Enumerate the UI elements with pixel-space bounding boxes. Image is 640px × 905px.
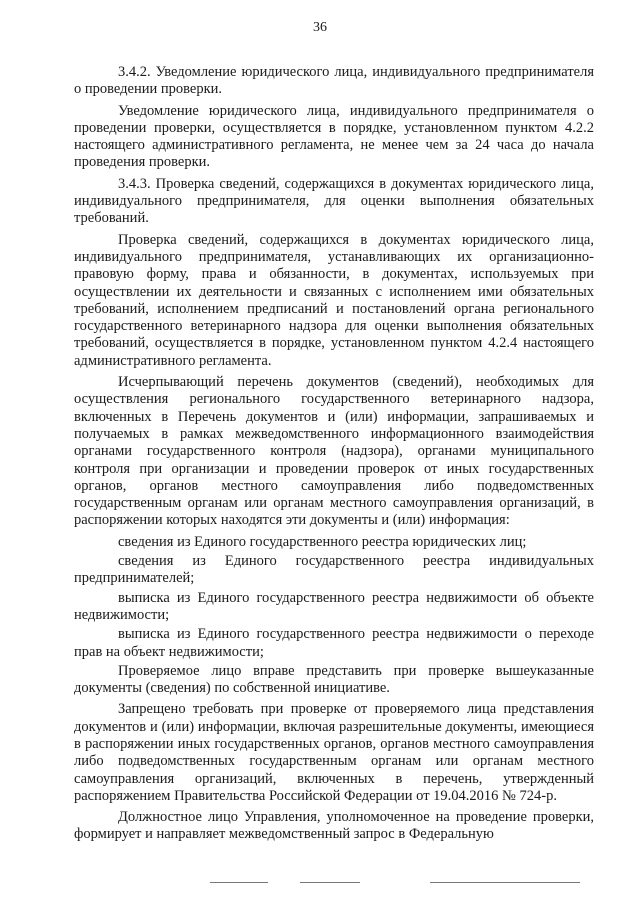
page-number: 36 xyxy=(313,20,327,35)
list-item-egrn-transfer: выписка из Единого государственного реестра недвижимости о переходе прав на объект недвижимости; xyxy=(74,626,594,660)
paragraph-3-4-2-heading: 3.4.2. Уведомление юридического лица, индивидуального предпринимателя о проведении проверки. xyxy=(74,64,594,98)
paragraph-3-4-3-heading: 3.4.3. Проверка сведений, содержащихся в документах юридического лица, индивидуального предпринимателя, для оценки выполнения обязательных требований. xyxy=(74,175,594,227)
list-item-egrn-object: выписка из Единого государственного реестра недвижимости об объекте недвижимости; xyxy=(74,589,594,623)
document-body xyxy=(74,64,594,848)
paragraph-own-initiative: Проверяемое лицо вправе представить при проверке вышеуказанные документы (сведения) по собственной инициативе. xyxy=(74,662,594,697)
paragraph-interagency-request: Должностное лицо Управления, уполномоченное на проведение проверки, формирует и направляет межведомственный запрос в Федеральную xyxy=(74,809,594,843)
paragraph-prohibition: Запрещено требовать при проверке от проверяемого лица представления документов и (или) информации, включая разрешительные документы, имеющиеся в распоряжении иных государственных органов, органов местного самоуправления либо подведомственных государственным органам или органам местного самоуправления организаций, включенных в перечень, утвержденный распоряжением Правительства Российской Федерации от 19.04.2016 № 724-р. xyxy=(74,701,594,804)
paragraph-documents-list-intro: Исчерпывающий перечень документов (сведений), необходимых для осуществления регионального государственного ветеринарного надзора, включенных в Перечень документов и (или) информации, запрашиваемых и получаемых в рамках межведомственного информационного взаимодействия органами государственного контроля (надзора), органами муниципального контроля при организации и проведении проверок от иных государственных органов, органов местного самоуправления либо подведомственных государственным органам или органам местного самоуправления организаций, в распоряжении которых находятся эти документы и (или) информация: xyxy=(74,374,594,529)
list-item-egrul: сведения из Единого государственного реестра юридических лиц; xyxy=(118,533,527,550)
footer-divider-3 xyxy=(430,882,580,883)
footer-divider-2 xyxy=(300,882,360,883)
footer-divider-1 xyxy=(210,882,268,883)
paragraph-notification: Уведомление юридического лица, индивидуального предпринимателя о проведении проверки, осуществляется в порядке, установленном пунктом 4.2.2 настоящего административного регламента, не менее чем за 24 часа до начала проведения проверки. xyxy=(74,102,594,171)
paragraph-document-check: Проверка сведений, содержащихся в документах юридического лица, индивидуального предпринимателя, устанавливающих их организационно-правовую форму, права и обязанности, в документах, используемых при осуществлении их деятельности и связанных с исполнением ими обязательных требований, исполнением предписаний и постановлений органа регионального государственного ветеринарного надзора для оценки выполнения обязательных требований, осуществляется в порядке, установленном пунктом 4.2.4 настоящего административного регламента. xyxy=(74,231,594,369)
list-item-egrip: сведения из Единого государственного реестра индивидуальных предпринимателей; xyxy=(74,553,594,587)
